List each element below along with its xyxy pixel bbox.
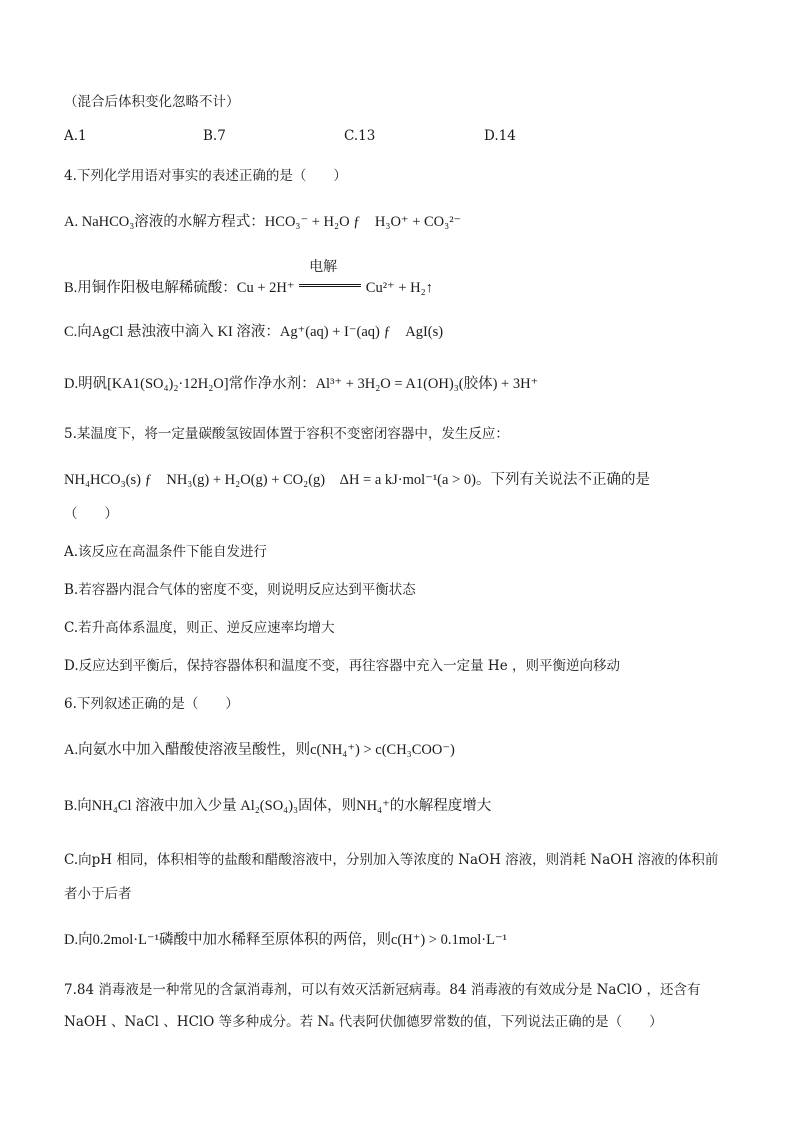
q4-option-b xyxy=(64,260,433,298)
q6-option-c-line1: C.向pH 相同，体积相等的盐酸和醋酸溶液中，分别加入等浓度的 NaOH 溶液，则消耗 NaOH 溶液的体积前 xyxy=(64,852,719,868)
electrolysis-arrow xyxy=(299,260,361,294)
q4-option-d: D.明矾[KA1(SO₄)₂·12H₂O]常作净水剂：Al³⁺ + 3H₂O = A1(OH)₃(胶体) + 3H⁺ xyxy=(64,376,539,392)
q7-line1: 7.84 消毒液是一种常见的含氯消毒剂，可以有效灭活新冠病毒。84 消毒液的有效成分是 NaClO ，还含有 xyxy=(64,982,701,998)
q6-option-d: D.向0.2mol·L⁻¹磷酸中加水稀释至原体积的两倍，则c(H⁺) > 0.1mol·L⁻¹ xyxy=(64,932,507,948)
q5-option-d: D.反应达到平衡后，保持容器体积和温度不变，再往容器中充入一定量 He ，则平衡逆向移动 xyxy=(64,658,620,674)
q5-stem: 5.某温度下，将一定量碳酸氢铵固体置于容积不变密闭容器中，发生反应： xyxy=(64,426,509,442)
electrolysis-label: 电解 xyxy=(309,260,338,275)
q4-option-b-right: Cu²⁺ + H₂↑ xyxy=(365,280,433,296)
q6-option-a: A.向氨水中加入醋酸使溶液呈酸性，则c(NH₄⁺) > c(CH₃COO⁻) xyxy=(64,742,455,758)
q3-note: （混合后体积变化忽略不计） xyxy=(64,94,240,110)
double-line xyxy=(299,284,361,287)
q6-option-c-line2: 者小于后者 xyxy=(64,886,132,902)
q5-option-c: C.若升高体系温度，则正、逆反应速率均增大 xyxy=(64,620,335,636)
q5-paren: （ ） xyxy=(64,506,118,522)
q3-option-c: C.13 xyxy=(344,128,376,144)
q3-option-d: D.14 xyxy=(484,128,516,144)
q5-option-b: B.若容器内混合气体的密度不变，则说明反应达到平衡状态 xyxy=(64,582,416,598)
q6-stem: 6.下列叙述正确的是（ ） xyxy=(64,696,239,712)
q3-option-a: A.1 xyxy=(64,128,87,144)
q7-line2: NaOH 、NaCl 、HClO 等多种成分。若 Nₐ 代表阿伏伽德罗常数的值，下列说法正确的是（ ） xyxy=(64,1014,663,1030)
q6-option-b: B.向NH₄Cl 溶液中加入少量 Al₂(SO₄)₃固体，则NH₄⁺的水解程度增大 xyxy=(64,798,492,814)
q5-option-a: A.该反应在高温条件下能自发进行 xyxy=(64,544,268,560)
q3-option-b: B.7 xyxy=(203,128,226,144)
q4-option-b-left: B.用铜作阳极电解稀硫酸：Cu + 2H⁺ xyxy=(64,280,295,296)
q4-stem: 4.下列化学用语对事实的表述正确的是（ ） xyxy=(64,168,347,184)
q5-equation: NH₄HCO₃(s) ƒ NH₃(g) + H₂O(g) + CO₂(g) ΔH = a kJ·mol⁻¹(a > 0)。下列有关说法不正确的是 xyxy=(64,472,650,488)
q4-option-a: A. NaHCO₃溶液的水解方程式：HCO₃⁻ + H₂O ƒ H₃O⁺ + CO₃²⁻ xyxy=(64,214,462,230)
q4-option-c: C.向AgCl 悬浊液中滴入 KI 溶液：Ag⁺(aq) + I⁻(aq) ƒ AgI(s) xyxy=(64,324,444,340)
